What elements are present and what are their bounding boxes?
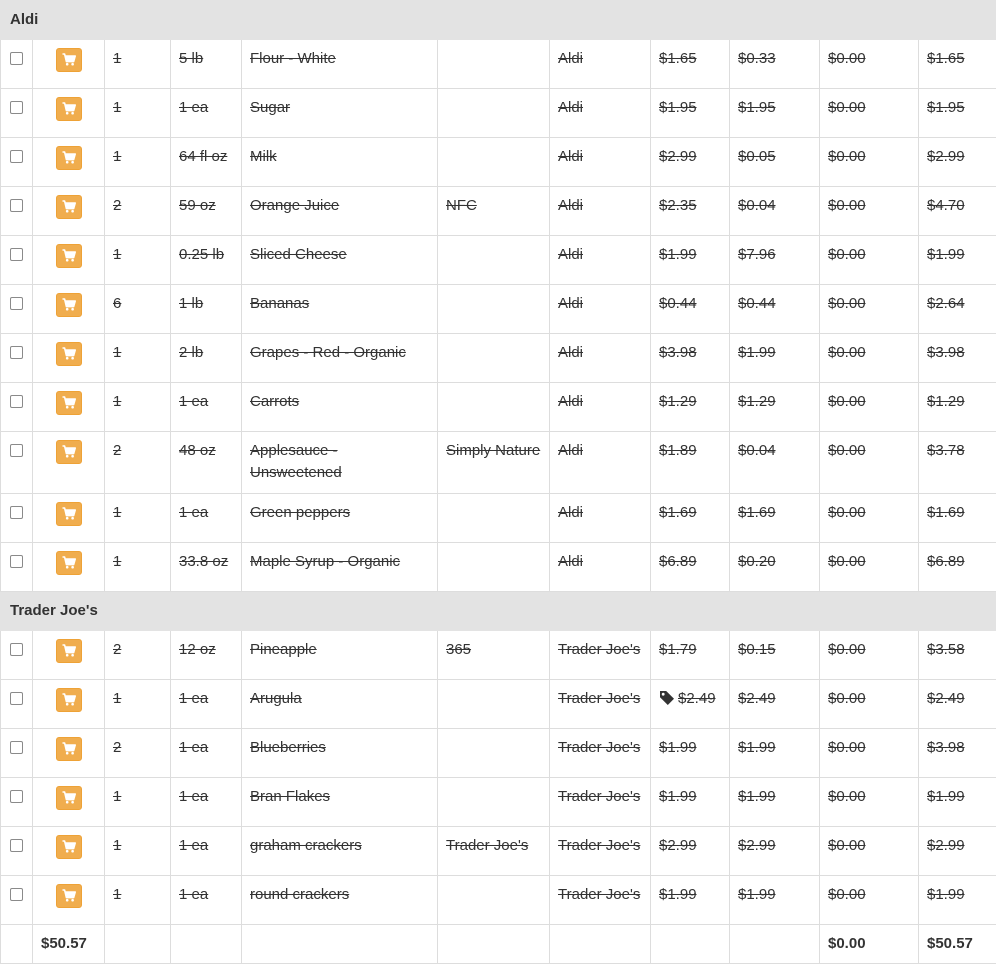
item-size: 64 fl oz	[171, 138, 242, 187]
item-total: $1.29	[919, 383, 996, 432]
item-unit-price: $0.04	[730, 432, 820, 494]
item-checkbox[interactable]	[10, 506, 23, 519]
item-quantity: 1	[105, 383, 171, 432]
item-brand	[438, 138, 550, 187]
item-size: 1 lb	[171, 285, 242, 334]
cart-icon	[62, 644, 76, 657]
item-price-value: $1.99	[659, 886, 697, 903]
item-price-value: $1.29	[659, 393, 697, 410]
cart-icon	[62, 249, 76, 262]
item-tax: $0.00	[820, 432, 919, 494]
cart-cell	[33, 187, 105, 236]
item-brand: Simply Nature	[438, 432, 550, 494]
item-brand	[438, 778, 550, 827]
cart-cell	[33, 383, 105, 432]
item-price-value: $1.89	[659, 442, 697, 459]
item-brand	[438, 383, 550, 432]
item-store: Aldi	[550, 285, 651, 334]
cart-cell	[33, 89, 105, 138]
cart-icon	[62, 840, 76, 853]
item-store: Trader Joe's	[550, 729, 651, 778]
tax-total-value: $0.00	[820, 925, 919, 964]
item-price-value: $1.99	[659, 788, 697, 805]
checkbox-cell	[1, 778, 33, 827]
item-quantity: 1	[105, 876, 171, 925]
item-checkbox[interactable]	[10, 150, 23, 163]
totals-spacer	[105, 925, 171, 964]
item-row	[1, 827, 996, 876]
checkbox-cell	[1, 432, 33, 494]
item-name[interactable]: Sliced Cheese	[242, 236, 438, 285]
item-brand: Trader Joe's	[438, 827, 550, 876]
item-row	[1, 89, 996, 138]
item-price-value: $6.89	[659, 553, 697, 570]
checkbox-cell	[1, 543, 33, 592]
item-price-value: $2.99	[659, 837, 697, 854]
add-to-cart-button[interactable]	[56, 48, 82, 72]
cart-icon	[62, 556, 76, 569]
item-total: $1.65	[919, 40, 996, 89]
item-checkbox[interactable]	[10, 395, 23, 408]
item-tax: $0.00	[820, 89, 919, 138]
list-body	[1, 1, 996, 964]
item-row	[1, 187, 996, 236]
item-tax: $0.00	[820, 334, 919, 383]
item-unit-price: $7.96	[730, 236, 820, 285]
item-price-value: $0.44	[659, 295, 697, 312]
item-unit-price: $0.33	[730, 40, 820, 89]
checkbox-cell	[1, 187, 33, 236]
cart-icon	[62, 742, 76, 755]
item-store: Trader Joe's	[550, 778, 651, 827]
item-name[interactable]: Milk	[242, 138, 438, 187]
add-to-cart-button[interactable]	[56, 342, 82, 366]
item-name[interactable]: Blueberries	[242, 729, 438, 778]
item-price-value: $2.49	[678, 690, 716, 707]
item-total: $3.58	[919, 631, 996, 680]
item-store: Aldi	[550, 236, 651, 285]
item-checkbox[interactable]	[10, 297, 23, 310]
item-row	[1, 494, 996, 543]
cart-icon	[62, 102, 76, 115]
item-total: $3.78	[919, 432, 996, 494]
cart-icon	[62, 347, 76, 360]
cart-cell	[33, 778, 105, 827]
item-tax: $0.00	[820, 40, 919, 89]
item-tax: $0.00	[820, 383, 919, 432]
item-price-value: $2.99	[659, 148, 697, 165]
item-size: 48 oz	[171, 432, 242, 494]
item-price	[651, 383, 730, 432]
item-checkbox[interactable]	[10, 444, 23, 457]
cart-icon	[62, 889, 76, 902]
cart-icon	[62, 298, 76, 311]
item-price-value: $1.65	[659, 50, 697, 67]
item-brand	[438, 89, 550, 138]
checkbox-cell	[1, 334, 33, 383]
item-price-value: $1.99	[659, 246, 697, 263]
item-price	[651, 876, 730, 925]
item-brand	[438, 543, 550, 592]
item-name[interactable]: Grapes - Red - Organic	[242, 334, 438, 383]
item-brand	[438, 876, 550, 925]
cart-cell	[33, 40, 105, 89]
item-quantity: 1	[105, 778, 171, 827]
item-tax: $0.00	[820, 138, 919, 187]
item-total: $2.99	[919, 827, 996, 876]
item-row	[1, 631, 996, 680]
item-size: 2 lb	[171, 334, 242, 383]
item-price	[651, 40, 730, 89]
add-to-cart-button[interactable]	[56, 835, 82, 859]
item-name[interactable]: Maple Syrup - Organic	[242, 543, 438, 592]
item-checkbox[interactable]	[10, 839, 23, 852]
item-name[interactable]: Sugar	[242, 89, 438, 138]
item-size: 1 ea	[171, 827, 242, 876]
item-size: 1 ea	[171, 680, 242, 729]
add-to-cart-button[interactable]	[56, 146, 82, 170]
item-row	[1, 876, 996, 925]
totals-spacer	[550, 925, 651, 964]
item-tax: $0.00	[820, 631, 919, 680]
cart-cell	[33, 827, 105, 876]
checkbox-cell	[1, 383, 33, 432]
item-unit-price: $0.15	[730, 631, 820, 680]
cart-cell	[33, 543, 105, 592]
item-tax: $0.00	[820, 285, 919, 334]
item-unit-price: $2.99	[730, 827, 820, 876]
item-row	[1, 778, 996, 827]
item-name[interactable]: Arugula	[242, 680, 438, 729]
item-name[interactable]: Pineapple	[242, 631, 438, 680]
item-quantity: 1	[105, 680, 171, 729]
item-price	[651, 631, 730, 680]
item-row	[1, 285, 996, 334]
item-store: Aldi	[550, 334, 651, 383]
item-checkbox[interactable]	[10, 199, 23, 212]
item-checkbox[interactable]	[10, 248, 23, 261]
checkbox-cell	[1, 729, 33, 778]
item-unit-price: $0.44	[730, 285, 820, 334]
cart-icon	[62, 791, 76, 804]
cart-cell	[33, 631, 105, 680]
item-tax: $0.00	[820, 680, 919, 729]
cart-cell	[33, 729, 105, 778]
item-brand	[438, 40, 550, 89]
item-unit-price: $1.99	[730, 876, 820, 925]
item-store: Aldi	[550, 138, 651, 187]
item-brand: 365	[438, 631, 550, 680]
item-row	[1, 236, 996, 285]
item-quantity: 2	[105, 432, 171, 494]
item-name[interactable]: Carrots	[242, 383, 438, 432]
item-name[interactable]: Bran Flakes	[242, 778, 438, 827]
add-to-cart-button[interactable]	[56, 195, 82, 219]
item-brand	[438, 494, 550, 543]
item-store: Trader Joe's	[550, 876, 651, 925]
price-tag-icon	[659, 690, 675, 712]
item-tax: $0.00	[820, 236, 919, 285]
item-total: $2.64	[919, 285, 996, 334]
item-name[interactable]: graham crackers	[242, 827, 438, 876]
item-total: $3.98	[919, 334, 996, 383]
add-to-cart-button[interactable]	[56, 786, 82, 810]
item-name[interactable]: round crackers	[242, 876, 438, 925]
add-to-cart-button[interactable]	[56, 502, 82, 526]
add-to-cart-button[interactable]	[56, 97, 82, 121]
item-price-value: $1.79	[659, 641, 697, 658]
item-price-value: $3.98	[659, 344, 697, 361]
item-size: 5 lb	[171, 40, 242, 89]
item-price	[651, 778, 730, 827]
item-name[interactable]: Applesauce - Unsweetened	[242, 432, 438, 494]
item-price	[651, 138, 730, 187]
item-price	[651, 543, 730, 592]
cart-cell	[33, 494, 105, 543]
item-brand	[438, 334, 550, 383]
item-store: Aldi	[550, 432, 651, 494]
add-to-cart-button[interactable]	[56, 244, 82, 268]
item-quantity: 6	[105, 285, 171, 334]
item-total: $1.99	[919, 876, 996, 925]
cart-cell	[33, 138, 105, 187]
checkbox-cell	[1, 285, 33, 334]
item-price	[651, 827, 730, 876]
checkbox-cell	[1, 40, 33, 89]
item-brand: NFC	[438, 187, 550, 236]
item-brand	[438, 729, 550, 778]
item-quantity: 2	[105, 631, 171, 680]
cart-icon	[62, 445, 76, 458]
item-size: 1 ea	[171, 729, 242, 778]
item-price	[651, 334, 730, 383]
item-store: Aldi	[550, 494, 651, 543]
cart-cell	[33, 680, 105, 729]
checkbox-cell	[1, 138, 33, 187]
checkbox-cell	[1, 876, 33, 925]
cart-cell	[33, 876, 105, 925]
item-quantity: 2	[105, 187, 171, 236]
item-size: 1 ea	[171, 383, 242, 432]
item-checkbox[interactable]	[10, 888, 23, 901]
item-tax: $0.00	[820, 778, 919, 827]
item-price-value: $1.99	[659, 739, 697, 756]
item-store: Trader Joe's	[550, 631, 651, 680]
item-size: 1 ea	[171, 494, 242, 543]
item-quantity: 1	[105, 40, 171, 89]
item-tax: $0.00	[820, 827, 919, 876]
item-store: Aldi	[550, 89, 651, 138]
checkbox-cell	[1, 827, 33, 876]
item-size: 1 ea	[171, 876, 242, 925]
totals-spacer	[1, 925, 33, 964]
item-price	[651, 729, 730, 778]
item-unit-price: $1.69	[730, 494, 820, 543]
totals-spacer	[651, 925, 730, 964]
add-to-cart-button[interactable]	[56, 884, 82, 908]
add-to-cart-button[interactable]	[56, 737, 82, 761]
item-store: Trader Joe's	[550, 680, 651, 729]
item-row	[1, 40, 996, 89]
item-tax: $0.00	[820, 876, 919, 925]
item-size: 1 ea	[171, 89, 242, 138]
item-name[interactable]: Flour - White	[242, 40, 438, 89]
item-store: Aldi	[550, 40, 651, 89]
item-unit-price: $1.29	[730, 383, 820, 432]
item-price	[651, 236, 730, 285]
item-store: Aldi	[550, 383, 651, 432]
item-total: $1.99	[919, 778, 996, 827]
item-price-value: $2.35	[659, 197, 697, 214]
item-brand	[438, 236, 550, 285]
totals-spacer	[171, 925, 242, 964]
item-checkbox[interactable]	[10, 346, 23, 359]
item-total: $3.98	[919, 729, 996, 778]
totals-row	[1, 925, 996, 964]
store-group-name: Aldi	[1, 1, 996, 40]
item-size: 12 oz	[171, 631, 242, 680]
item-quantity: 1	[105, 236, 171, 285]
add-to-cart-button[interactable]	[56, 639, 82, 663]
item-price	[651, 285, 730, 334]
item-store: Aldi	[550, 187, 651, 236]
totals-spacer	[730, 925, 820, 964]
item-quantity: 1	[105, 334, 171, 383]
item-price-value: $1.69	[659, 504, 697, 521]
item-tax: $0.00	[820, 187, 919, 236]
item-row	[1, 334, 996, 383]
item-row	[1, 138, 996, 187]
item-store: Trader Joe's	[550, 827, 651, 876]
cart-icon	[62, 507, 76, 520]
item-checkbox[interactable]	[10, 52, 23, 65]
item-unit-price: $0.04	[730, 187, 820, 236]
item-quantity: 1	[105, 494, 171, 543]
item-unit-price: $1.99	[730, 334, 820, 383]
subtotal-value: $50.57	[33, 925, 105, 964]
item-total: $6.89	[919, 543, 996, 592]
add-to-cart-button[interactable]	[56, 391, 82, 415]
item-price-value: $1.95	[659, 99, 697, 116]
checkbox-cell	[1, 680, 33, 729]
item-total: $4.70	[919, 187, 996, 236]
cart-icon	[62, 693, 76, 706]
item-total: $1.95	[919, 89, 996, 138]
item-row	[1, 383, 996, 432]
item-size: 59 oz	[171, 187, 242, 236]
item-quantity: 1	[105, 89, 171, 138]
cart-cell	[33, 285, 105, 334]
item-brand	[438, 285, 550, 334]
item-tax: $0.00	[820, 494, 919, 543]
item-name[interactable]: Orange Juice	[242, 187, 438, 236]
grand-total-value: $50.57	[919, 925, 996, 964]
totals-spacer	[242, 925, 438, 964]
store-group-header	[1, 592, 996, 631]
item-size: 1 ea	[171, 778, 242, 827]
checkbox-cell	[1, 236, 33, 285]
item-checkbox[interactable]	[10, 692, 23, 705]
cart-icon	[62, 396, 76, 409]
add-to-cart-button[interactable]	[56, 293, 82, 317]
item-unit-price: $1.99	[730, 729, 820, 778]
checkbox-cell	[1, 631, 33, 680]
item-price	[651, 187, 730, 236]
item-row	[1, 680, 996, 729]
item-price	[651, 89, 730, 138]
item-total: $2.49	[919, 680, 996, 729]
item-checkbox[interactable]	[10, 741, 23, 754]
item-unit-price: $0.20	[730, 543, 820, 592]
store-group-name: Trader Joe's	[1, 592, 996, 631]
cart-icon	[62, 200, 76, 213]
checkbox-cell	[1, 494, 33, 543]
cart-icon	[62, 151, 76, 164]
item-price	[651, 432, 730, 494]
item-total: $1.99	[919, 236, 996, 285]
cart-cell	[33, 236, 105, 285]
item-name[interactable]: Green peppers	[242, 494, 438, 543]
totals-spacer	[438, 925, 550, 964]
add-to-cart-button[interactable]	[56, 440, 82, 464]
cart-cell	[33, 334, 105, 383]
item-checkbox[interactable]	[10, 555, 23, 568]
item-price	[651, 494, 730, 543]
item-row	[1, 543, 996, 592]
item-quantity: 1	[105, 543, 171, 592]
item-checkbox[interactable]	[10, 790, 23, 803]
item-unit-price: $1.99	[730, 778, 820, 827]
add-to-cart-button[interactable]	[56, 688, 82, 712]
item-total: $1.69	[919, 494, 996, 543]
item-name[interactable]: Bananas	[242, 285, 438, 334]
item-tax: $0.00	[820, 543, 919, 592]
item-brand	[438, 680, 550, 729]
item-price	[651, 680, 730, 729]
item-quantity: 1	[105, 827, 171, 876]
item-row	[1, 432, 996, 494]
store-group-header	[1, 1, 996, 40]
item-size: 33.8 oz	[171, 543, 242, 592]
item-size: 0.25 lb	[171, 236, 242, 285]
item-checkbox[interactable]	[10, 643, 23, 656]
item-store: Aldi	[550, 543, 651, 592]
checkbox-cell	[1, 89, 33, 138]
add-to-cart-button[interactable]	[56, 551, 82, 575]
item-tax: $0.00	[820, 729, 919, 778]
item-unit-price: $1.95	[730, 89, 820, 138]
cart-cell	[33, 432, 105, 494]
item-total: $2.99	[919, 138, 996, 187]
cart-icon	[62, 53, 76, 66]
item-checkbox[interactable]	[10, 101, 23, 114]
item-quantity: 1	[105, 138, 171, 187]
item-unit-price: $0.05	[730, 138, 820, 187]
item-unit-price: $2.49	[730, 680, 820, 729]
item-quantity: 2	[105, 729, 171, 778]
item-row	[1, 729, 996, 778]
